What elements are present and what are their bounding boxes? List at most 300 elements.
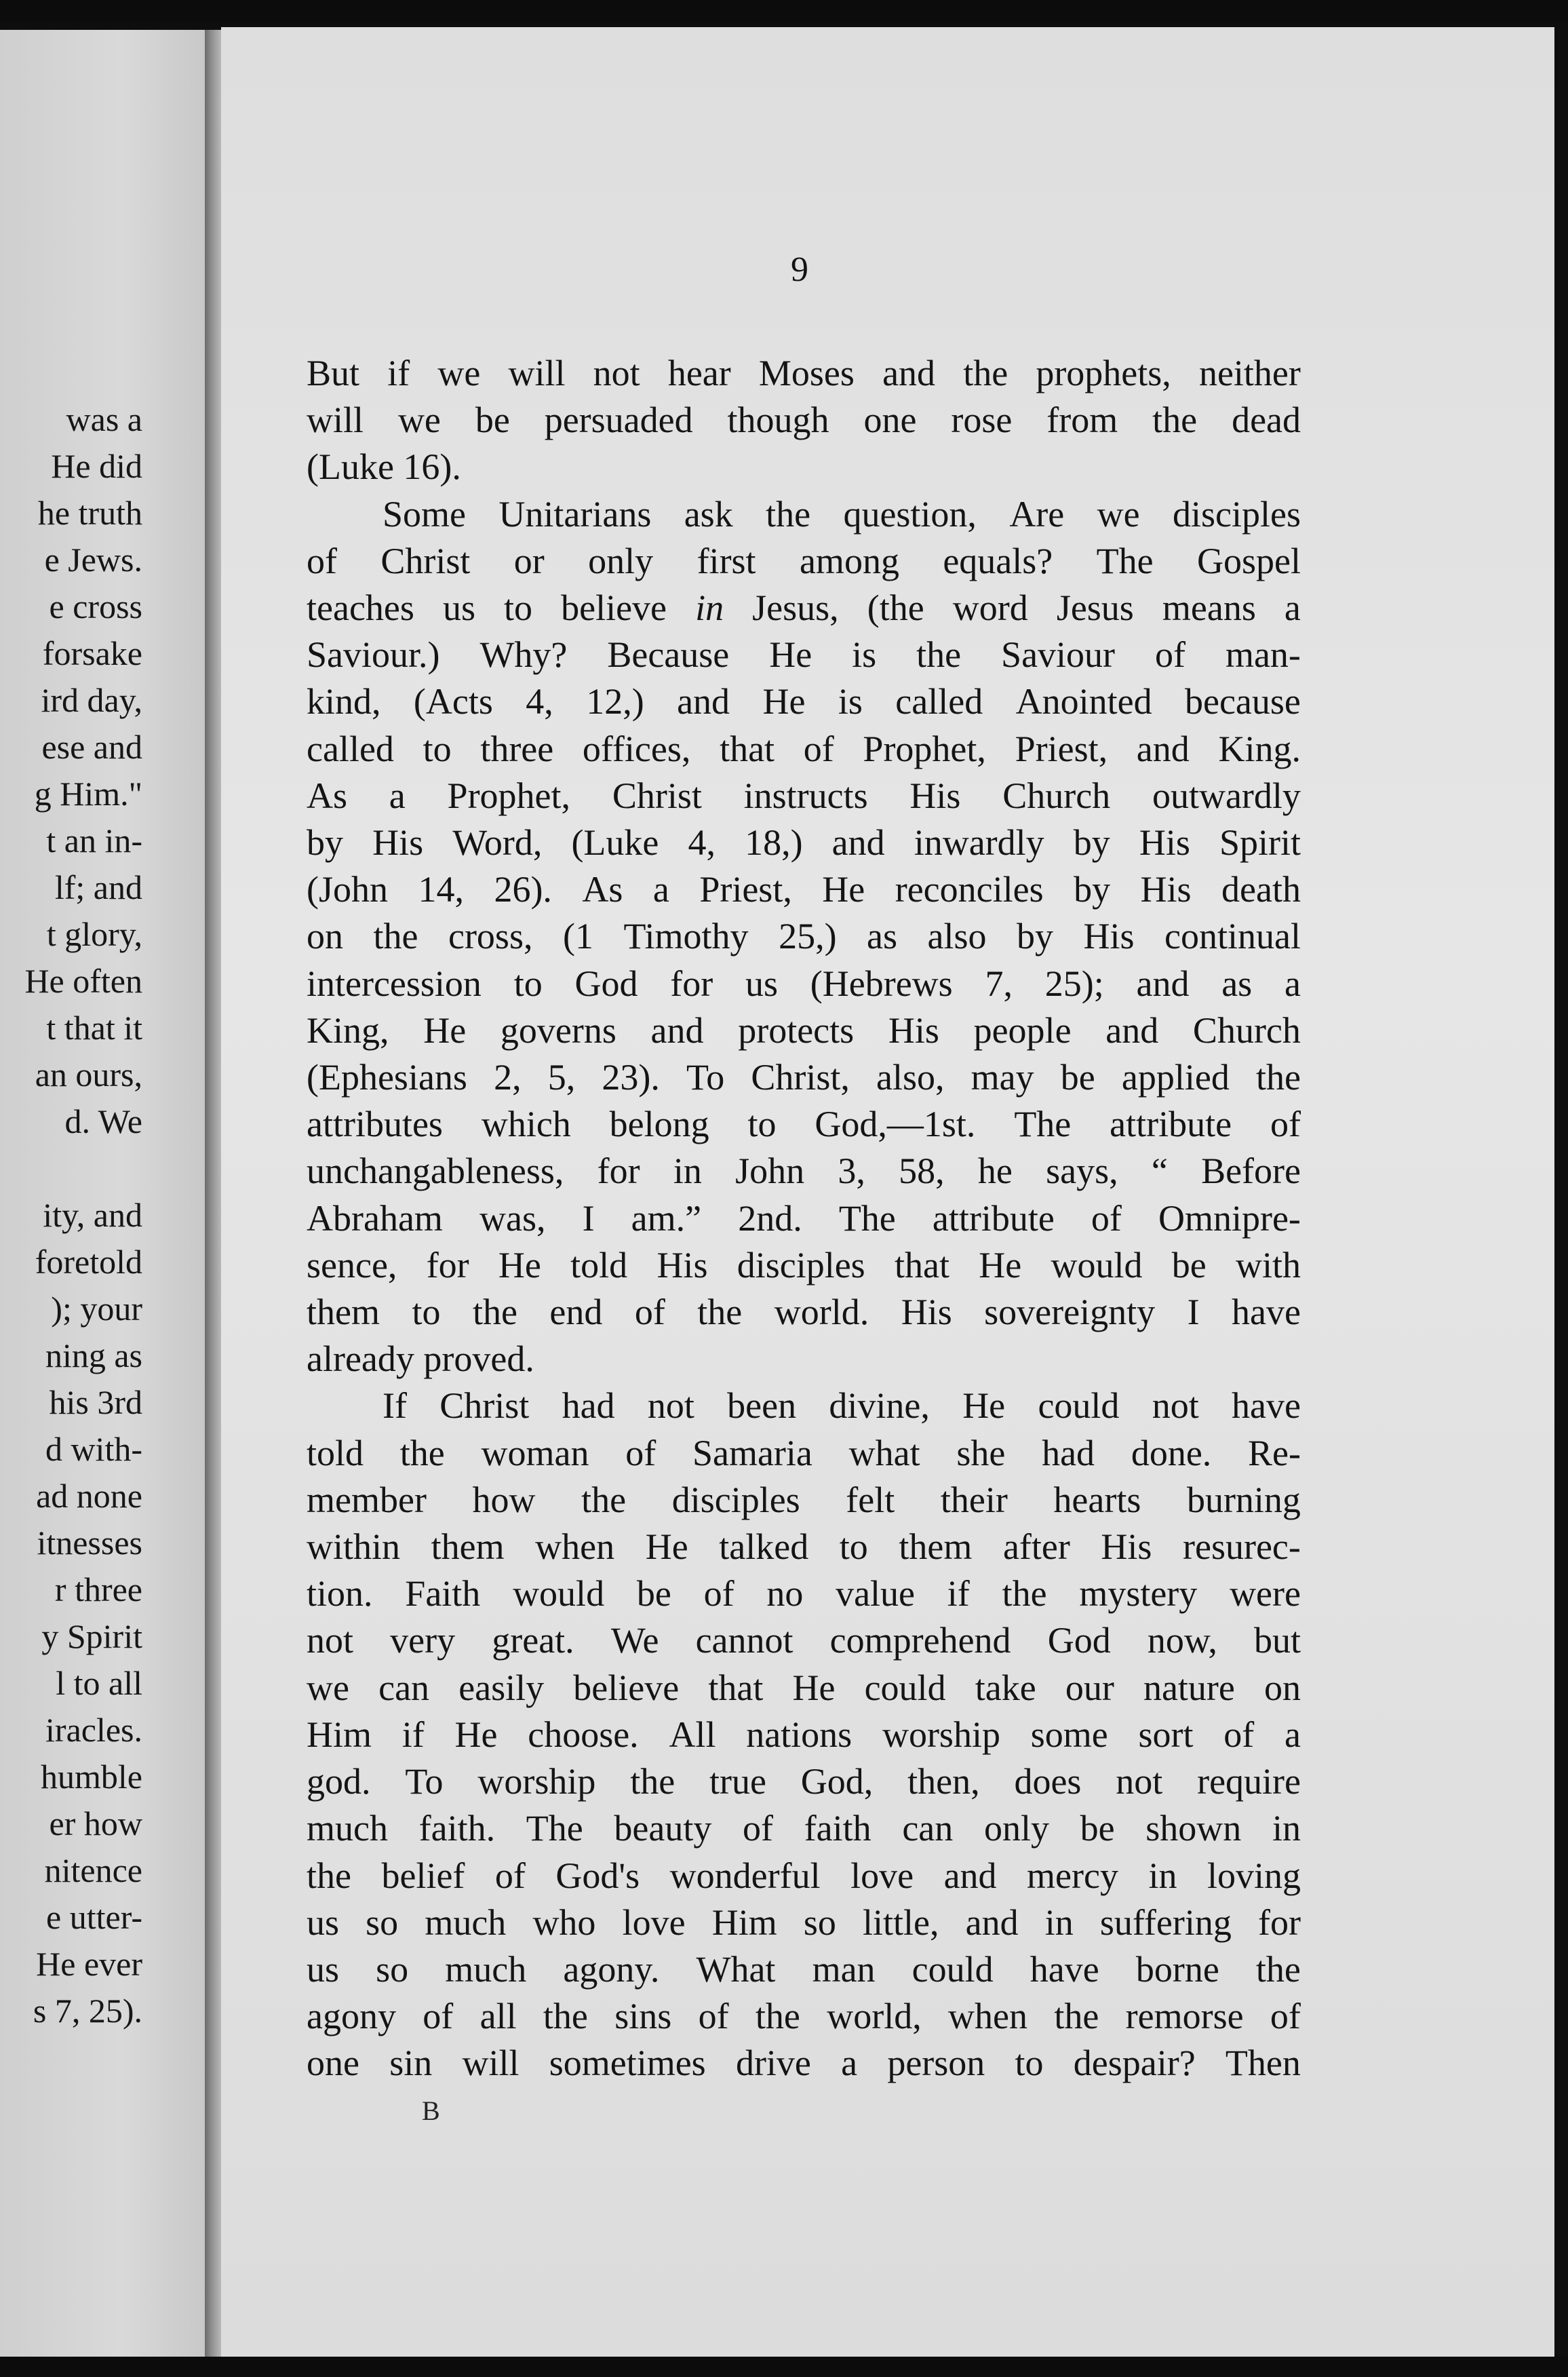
word: in <box>1044 1901 1074 1943</box>
text-line <box>307 1195 1301 1242</box>
word: one <box>307 2043 359 2084</box>
word: To <box>405 1761 444 1802</box>
text-line <box>307 1899 1301 1946</box>
word: believe <box>573 1667 680 1708</box>
word: worship <box>477 1761 596 1802</box>
word: very <box>390 1620 456 1661</box>
word: the <box>1255 1948 1301 1990</box>
left-page-line: y Spirit <box>41 1617 142 1655</box>
word: is <box>852 634 877 676</box>
word: what <box>848 1432 920 1473</box>
word: His <box>888 1009 939 1051</box>
word: after <box>1002 1526 1070 1568</box>
text-line <box>307 538 1301 585</box>
word: of <box>1091 1197 1122 1239</box>
word: God <box>574 963 638 1004</box>
word: Unitarians <box>498 493 652 535</box>
word: be <box>1080 1808 1115 1849</box>
word: he <box>977 1151 1013 1192</box>
text-line <box>307 1477 1301 1524</box>
word: as <box>867 916 898 957</box>
word: hear <box>667 353 731 393</box>
word: disciples <box>1172 493 1301 535</box>
word: only <box>983 1808 1049 1849</box>
left-page-line: he truth <box>37 494 142 532</box>
word: His <box>372 822 424 864</box>
body-text <box>307 350 1301 2087</box>
word: King. <box>1218 728 1301 769</box>
word: value <box>836 1573 916 1615</box>
word: Jesus <box>1056 587 1134 629</box>
word: the <box>472 1292 517 1333</box>
word: woman <box>481 1432 589 1473</box>
word: so <box>366 1901 399 1943</box>
word: sence, <box>307 1244 397 1286</box>
word: a <box>652 869 669 910</box>
word: person <box>887 2043 985 2084</box>
word: the <box>630 1761 675 1802</box>
word: from <box>1046 400 1118 441</box>
word: Church <box>1002 775 1111 816</box>
book-gutter <box>205 30 221 2357</box>
word: in <box>1272 1808 1301 1849</box>
word: intercession <box>307 963 482 1004</box>
word: God,—1st. <box>815 1104 976 1145</box>
word: member <box>307 1479 427 1520</box>
word: have <box>1030 1948 1099 1990</box>
left-page-line: ad none <box>36 1477 142 1515</box>
word: in <box>673 1151 702 1192</box>
word: called <box>307 728 394 769</box>
word: love <box>622 1901 686 1943</box>
text-line <box>307 1524 1301 1570</box>
left-page-line: t that it <box>46 1009 142 1047</box>
word: The <box>1014 1104 1072 1145</box>
word: three <box>480 728 554 769</box>
word: governs <box>500 1009 616 1051</box>
word: on <box>307 916 343 957</box>
word: take <box>975 1667 1036 1708</box>
word: inwardly <box>914 822 1044 864</box>
word: beauty <box>614 1808 712 1849</box>
word: hearts <box>1053 1479 1141 1520</box>
word: true <box>709 1761 766 1802</box>
word: us <box>307 1948 340 1990</box>
word: for <box>670 963 713 1004</box>
word: Spirit <box>1219 822 1301 864</box>
word: or <box>513 540 545 581</box>
word: will <box>462 2043 520 2084</box>
left-page-line: g Him." <box>34 775 142 813</box>
word: Him <box>711 1901 777 1943</box>
text-line <box>307 350 1301 397</box>
word: man <box>812 1948 876 1990</box>
word: His <box>909 775 961 816</box>
word: of <box>625 1432 656 1473</box>
word: The <box>838 1197 896 1239</box>
word: question, <box>843 493 977 535</box>
word: The <box>1096 540 1154 581</box>
word: 2, <box>494 1057 522 1098</box>
word: I <box>1187 1292 1200 1333</box>
left-page-line: was a <box>66 400 142 438</box>
word: would <box>513 1573 605 1615</box>
text-line <box>307 1101 1301 1148</box>
word: the <box>1002 1573 1047 1615</box>
word: Him <box>307 1714 372 1755</box>
word: instructs <box>743 775 868 816</box>
text-line <box>307 961 1301 1007</box>
text-line <box>307 491 1301 538</box>
word: can <box>378 1667 430 1708</box>
word: the <box>1054 1996 1099 2037</box>
word: for <box>597 1151 640 1192</box>
left-page-line: ird day, <box>41 681 142 719</box>
word: and <box>943 1855 997 1896</box>
word: of <box>803 728 834 769</box>
word: to <box>412 1292 441 1333</box>
word: also, <box>876 1057 945 1098</box>
word: we <box>437 353 481 393</box>
left-page-line: t an in- <box>46 822 142 859</box>
word: agony. <box>563 1948 660 1990</box>
left-page-line: nitence <box>44 1851 142 1889</box>
left-page-line: e utter- <box>46 1898 142 1936</box>
text-line: already proved. <box>307 1338 534 1380</box>
text-line <box>307 2040 1301 2087</box>
word: Then <box>1225 2043 1301 2084</box>
word: drive <box>735 2043 811 2084</box>
word: man- <box>1225 634 1301 676</box>
word: them <box>307 1292 380 1333</box>
word: in <box>1148 1855 1177 1896</box>
text-line <box>307 1665 1301 1712</box>
word: ask <box>684 493 733 535</box>
left-page-line: l to all <box>56 1664 142 1702</box>
word: first <box>697 540 756 581</box>
word: be <box>1171 1244 1207 1286</box>
word: John <box>735 1151 805 1192</box>
text-line <box>307 913 1301 960</box>
word: and <box>677 681 730 722</box>
word: 23). <box>602 1057 660 1098</box>
word: god. <box>307 1761 371 1802</box>
word: cannot <box>695 1620 793 1661</box>
word: called <box>895 681 983 722</box>
word: Priest, <box>699 869 792 910</box>
word: His <box>1101 1526 1152 1568</box>
left-page-line: an ours, <box>35 1056 142 1094</box>
text-line <box>307 1805 1301 1852</box>
word: attributes <box>307 1104 443 1145</box>
word: by <box>1073 822 1110 864</box>
word: by <box>1017 916 1054 957</box>
text-line <box>307 1007 1301 1054</box>
word: tion. <box>307 1573 373 1615</box>
word: that <box>720 728 775 769</box>
word: felt <box>846 1479 895 1520</box>
word: with <box>1235 1244 1301 1286</box>
word: much <box>307 1808 388 1849</box>
word: of <box>743 1808 774 1849</box>
word: we <box>397 400 441 441</box>
word: how <box>472 1479 536 1520</box>
left-page-line: He ever <box>36 1945 142 1983</box>
word: wonderful <box>669 1855 821 1896</box>
word: not <box>647 1385 694 1427</box>
word: But <box>307 353 360 393</box>
word: a <box>841 2043 858 2084</box>
word: and <box>1136 728 1190 769</box>
word: but <box>1253 1620 1301 1661</box>
word: in <box>695 587 724 629</box>
left-page-line: He often <box>24 962 142 1000</box>
word: to <box>839 1526 868 1568</box>
left-page-line: itnesses <box>37 1524 142 1562</box>
word: Abraham <box>307 1197 443 1239</box>
word: because <box>1185 681 1301 722</box>
word: He <box>769 634 812 676</box>
word: prophets, <box>1036 353 1171 393</box>
text-line <box>307 819 1301 866</box>
word: What <box>696 1948 776 1990</box>
word: As <box>582 869 623 910</box>
left-page-line: t glory, <box>46 915 142 953</box>
word: resurec- <box>1183 1526 1301 1568</box>
word: disciples <box>737 1244 865 1286</box>
word: can <box>902 1808 954 1849</box>
word: am.” <box>631 1197 702 1239</box>
word: us <box>442 587 475 629</box>
text-line <box>307 1383 1301 1429</box>
word: mercy <box>1027 1855 1118 1896</box>
word: nations <box>746 1714 852 1755</box>
word: Some <box>383 493 467 535</box>
word: us <box>307 1901 340 1943</box>
word: and <box>650 1009 704 1051</box>
word: protects <box>738 1009 855 1051</box>
word: the <box>963 353 1008 393</box>
word: disciples <box>671 1479 800 1520</box>
word: and <box>1136 963 1190 1004</box>
word: says, <box>1046 1151 1118 1192</box>
text-line <box>307 1853 1301 1899</box>
word: God, <box>800 1761 874 1802</box>
word: be <box>1060 1057 1095 1098</box>
word: Why? <box>479 634 568 676</box>
word: could <box>912 1948 994 1990</box>
word: borne <box>1135 1948 1219 1990</box>
word: of <box>1155 634 1185 676</box>
word: to <box>1015 2043 1044 2084</box>
word: death <box>1221 869 1301 910</box>
word: within <box>307 1526 401 1568</box>
word: to <box>513 963 543 1004</box>
word: so <box>803 1901 836 1943</box>
word: agony <box>307 1996 396 2037</box>
word: not <box>593 353 640 393</box>
word: “ <box>1151 1151 1168 1192</box>
word: so <box>376 1948 409 1990</box>
word: the <box>307 1855 351 1896</box>
text-line <box>307 726 1301 773</box>
word: be <box>636 1573 671 1615</box>
word: Timothy <box>623 916 749 957</box>
text-line <box>307 1712 1301 1758</box>
word: have <box>1232 1385 1301 1427</box>
word: kind, <box>307 681 381 722</box>
word: a <box>1284 1714 1301 1755</box>
word: Prophet, <box>863 728 986 769</box>
word: when <box>535 1526 615 1568</box>
word: and <box>965 1901 1019 1943</box>
left-page-line: forsake <box>42 634 142 672</box>
word: despair? <box>1073 2043 1196 2084</box>
word: He <box>498 1244 541 1286</box>
word: world, <box>827 1996 922 2037</box>
word: not <box>1152 1385 1199 1427</box>
word: 3, <box>838 1151 865 1192</box>
word: 26). <box>494 869 552 910</box>
word: not <box>307 1620 354 1661</box>
word: Priest, <box>1015 728 1108 769</box>
word: God's <box>555 1855 640 1896</box>
word: for <box>1258 1901 1301 1943</box>
word: to <box>747 1104 777 1145</box>
word: will <box>307 400 364 441</box>
word: Christ <box>612 775 702 816</box>
word: choose. <box>528 1714 639 1755</box>
word: require <box>1197 1761 1301 1802</box>
word: Re- <box>1248 1432 1301 1473</box>
word: be <box>475 400 510 441</box>
word: Church <box>1192 1009 1301 1051</box>
word: He <box>979 1244 1022 1286</box>
word: now, <box>1147 1620 1217 1661</box>
word: sin <box>389 2043 433 2084</box>
word: does <box>1014 1761 1082 1802</box>
word: unchangableness, <box>307 1151 564 1192</box>
word: could <box>864 1667 946 1708</box>
word: had <box>1042 1432 1095 1473</box>
word: God <box>1047 1620 1111 1661</box>
word: 12,) <box>586 681 644 722</box>
word: As <box>307 775 348 816</box>
word: a <box>389 775 406 816</box>
word: only <box>588 540 654 581</box>
word: sort <box>1138 1714 1194 1755</box>
text-line <box>307 585 1301 632</box>
word: much <box>445 1948 527 1990</box>
word: He <box>822 869 865 910</box>
word: He <box>792 1667 836 1708</box>
word: outwardly <box>1152 775 1301 816</box>
word: them <box>899 1526 973 1568</box>
text-line <box>307 397 1301 444</box>
word: no <box>766 1573 804 1615</box>
word: remorse <box>1125 1996 1244 2037</box>
left-page-line: s 7, 25). <box>33 1992 142 2030</box>
left-page-line: foretold <box>35 1243 142 1281</box>
word: that <box>708 1667 764 1708</box>
word: not <box>1116 1761 1163 1802</box>
word: of <box>1270 1996 1301 2037</box>
word: We <box>610 1620 659 1661</box>
word: 25); <box>1044 963 1104 1004</box>
text-line <box>307 1430 1301 1477</box>
word: neither <box>1198 353 1301 393</box>
word: sovereignty <box>984 1292 1156 1333</box>
word: 7, <box>985 963 1013 1004</box>
word: worship <box>882 1714 1000 1755</box>
word: she <box>956 1432 1006 1473</box>
word: if <box>401 1714 425 1755</box>
word: Prophet, <box>447 775 571 816</box>
word: was, <box>479 1197 546 1239</box>
word: loving <box>1207 1855 1301 1896</box>
word: been <box>727 1385 797 1427</box>
word: suffering <box>1099 1901 1232 1943</box>
left-page-fragment <box>0 30 205 2357</box>
word: of <box>698 1996 729 2037</box>
word: little, <box>863 1901 939 1943</box>
word: (Hebrews <box>810 963 953 1004</box>
word: to <box>504 587 533 629</box>
word: 25,) <box>779 916 837 957</box>
word: All <box>669 1714 716 1755</box>
word: 5, <box>547 1057 576 1098</box>
word: is <box>838 681 863 722</box>
word: Samaria <box>692 1432 812 1473</box>
text-line <box>307 1570 1301 1617</box>
word: had <box>562 1385 615 1427</box>
text-line <box>307 1289 1301 1336</box>
word: the <box>399 1432 445 1473</box>
left-page-line: d with- <box>45 1430 142 1468</box>
word: rose <box>951 400 1013 441</box>
word: the <box>916 634 962 676</box>
word: Christ, <box>751 1057 850 1098</box>
word: may <box>971 1057 1034 1098</box>
word: talked <box>719 1526 809 1568</box>
word: to <box>423 728 452 769</box>
word: the <box>1255 1057 1301 1098</box>
text-line <box>307 678 1301 725</box>
word: To <box>686 1057 725 1098</box>
word: them <box>431 1526 505 1568</box>
word: as <box>1221 963 1253 1004</box>
text-line <box>307 1242 1301 1289</box>
left-page-line: ning as <box>45 1336 142 1374</box>
word: mystery <box>1079 1573 1198 1615</box>
left-page-line: He did <box>51 447 142 485</box>
word: His <box>1139 822 1190 864</box>
word: I <box>582 1197 595 1239</box>
word: great. <box>492 1620 574 1661</box>
word: which <box>481 1104 571 1145</box>
word: 18,) <box>745 822 803 864</box>
word: attribute <box>932 1197 1055 1239</box>
word: (1 <box>562 916 593 957</box>
word: nature <box>1143 1667 1235 1708</box>
word: Moses <box>758 353 855 393</box>
left-page-line: d. We <box>64 1102 142 1140</box>
left-page-line: ); your <box>51 1290 142 1328</box>
left-page-line: ity, and <box>43 1196 142 1234</box>
word: were <box>1230 1573 1301 1615</box>
word: if <box>947 1573 970 1615</box>
word: done. <box>1131 1432 1212 1473</box>
